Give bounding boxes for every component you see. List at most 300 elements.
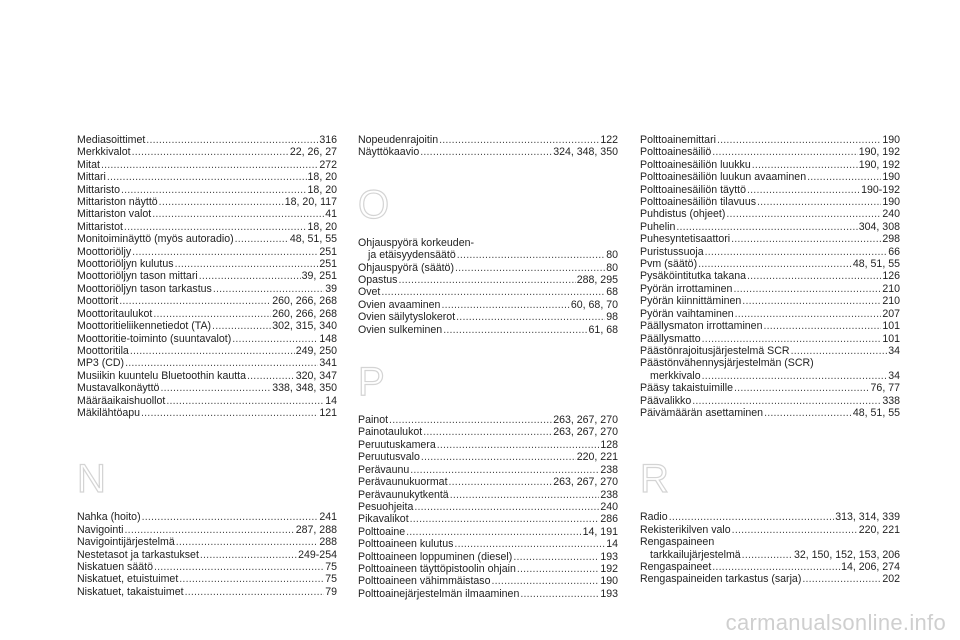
entry-term: Polttoaineen vähimmäistaso <box>358 575 491 588</box>
entry-pages: 75 <box>325 573 337 586</box>
index-list-o <box>358 237 618 336</box>
section-letter-n: N <box>77 457 106 502</box>
entry-term: Niskatuen säätö <box>77 560 153 573</box>
dot-leader <box>410 464 599 476</box>
entry-pages: 41 <box>325 208 337 221</box>
entry-pages: 193 <box>600 550 618 563</box>
entry-term: Nestetasot ja tarkastukset <box>77 548 199 561</box>
entry-pages: 288, 295 <box>576 274 618 287</box>
dot-leader <box>199 270 301 282</box>
entry-pages: 190 <box>882 134 900 146</box>
index-entry <box>358 286 618 298</box>
dot-leader <box>101 159 318 171</box>
entry-pages: 14 <box>325 394 337 407</box>
entry-term: Pesuohjeita <box>358 500 414 513</box>
entry-term: Mittariston näyttö <box>77 196 158 209</box>
index-entry <box>640 536 900 548</box>
index-entry <box>358 588 618 600</box>
dot-leader <box>212 320 271 332</box>
index-entry <box>358 146 618 158</box>
index-entry <box>640 333 900 345</box>
entry-pages: 61, 68 <box>588 323 618 336</box>
entry-term: Moottoritila <box>77 344 129 357</box>
entry-term: Opastus <box>358 274 398 287</box>
dot-leader <box>439 134 599 146</box>
index-entry <box>640 320 900 332</box>
entry-term: Navigointi <box>77 523 124 536</box>
entry-term: Moottoriöljy <box>77 245 132 258</box>
entry-pages: 190 <box>882 171 900 184</box>
entry-pages: 313, 314, 339 <box>835 511 900 524</box>
dot-leader <box>732 524 858 536</box>
entry-pages: 32, 150, 152, 153, 206 <box>793 548 900 561</box>
dot-leader <box>124 221 307 233</box>
index-entry <box>640 171 900 183</box>
section-letter-o: O <box>358 182 390 227</box>
index-entry <box>358 262 618 274</box>
index-entry <box>77 382 337 394</box>
entry-term: Painot <box>358 414 389 427</box>
dot-leader <box>791 345 888 357</box>
entry-term: Painotaulukot <box>358 426 423 439</box>
index-entry <box>77 357 337 369</box>
index-entry <box>77 573 337 585</box>
dot-leader <box>176 536 319 548</box>
entry-term: Musiikin kuuntelu Bluetoothin kautta <box>77 369 247 382</box>
watermark-text: carmanualsonline.info <box>725 610 946 635</box>
index-entry <box>640 573 900 585</box>
entry-pages: 240 <box>882 208 900 221</box>
entry-term: Ovet <box>358 286 381 299</box>
dot-leader <box>381 286 605 298</box>
entry-pages: 18, 20 <box>307 183 337 196</box>
index-entry <box>640 357 900 369</box>
dot-leader <box>764 407 852 419</box>
entry-pages: 148 <box>319 332 337 345</box>
entry-pages: 101 <box>882 332 900 345</box>
entry-term: Perävaunukuormat <box>358 476 448 489</box>
dot-leader <box>179 573 324 585</box>
entry-term: Mittaristo <box>77 183 120 196</box>
entry-term: Perävaunukytkentä <box>358 488 449 501</box>
dot-leader <box>747 270 881 282</box>
dot-leader <box>232 333 318 345</box>
index-entry <box>358 551 618 563</box>
entry-pages: 34 <box>888 369 900 382</box>
entry-pages: 341 <box>319 357 337 370</box>
entry-term: Mittaristot <box>77 220 123 233</box>
dot-leader <box>669 511 835 523</box>
dot-leader <box>153 308 271 320</box>
index-entry <box>358 513 618 525</box>
entry-term: Puhdistus (ohjeet) <box>640 208 726 221</box>
index-entry <box>77 345 337 357</box>
entry-pages: 75 <box>325 560 337 573</box>
index-entry <box>640 549 900 561</box>
entry-term: Moottoritieliikennetiedot (TA) <box>77 320 212 333</box>
dot-leader <box>702 370 888 382</box>
entry-pages: 207 <box>882 307 900 320</box>
index-entry <box>77 146 337 158</box>
entry-pages: 18, 20 <box>307 171 337 184</box>
entry-pages: 66 <box>888 245 900 258</box>
entry-pages: 34 <box>888 344 900 357</box>
index-list-m <box>77 134 337 419</box>
index-entry <box>640 246 900 258</box>
index-entry <box>640 258 900 270</box>
entry-term: Moottoriöljyn tason tarkastus <box>77 282 212 295</box>
entry-term: Moottoritaulukot <box>77 307 153 320</box>
entry-term: Pvm (säätö) <box>640 258 698 271</box>
index-entry <box>640 345 900 357</box>
entry-pages: 238 <box>600 488 618 501</box>
index-entry <box>640 146 900 158</box>
entry-pages: 122 <box>600 134 618 146</box>
index-entry <box>358 249 618 261</box>
dot-leader <box>160 382 271 394</box>
section-letter-p: P <box>358 360 385 405</box>
dot-leader <box>166 395 324 407</box>
entry-pages: 190 <box>600 575 618 588</box>
entry-term: Pääsy takaistuimille <box>640 382 734 395</box>
index-entry <box>77 295 337 307</box>
entry-term: Päävalikko <box>640 394 692 407</box>
entry-term: Polttoaineen täyttöpistoolin ohjain <box>358 562 516 575</box>
index-entry <box>358 439 618 451</box>
index-entry <box>640 382 900 394</box>
entry-term: Näyttökaavio <box>358 146 420 159</box>
entry-pages: 98 <box>606 311 618 324</box>
entry-term: Nopeudenrajoitin <box>358 134 439 146</box>
entry-term: Navigointijärjestelmä <box>77 536 175 549</box>
entry-term: Päällysmatto <box>640 332 701 345</box>
dot-leader <box>757 196 881 208</box>
index-entry <box>77 134 337 146</box>
entry-term: Pyörän irrottaminen <box>640 282 733 295</box>
index-entry <box>640 407 900 419</box>
entry-pages: 190, 192 <box>858 158 900 171</box>
dot-leader <box>146 134 318 146</box>
entry-term: Ohjauspyörä (säätö) <box>358 261 454 274</box>
entry-pages: 128 <box>600 438 618 451</box>
dot-leader <box>421 451 576 463</box>
entry-term: Moottoriöljyn tason mittari <box>77 270 198 283</box>
entry-pages: 251 <box>319 245 337 258</box>
dot-leader <box>735 308 882 320</box>
entry-term: ja etäisyydensäätö <box>368 249 456 262</box>
dot-leader <box>520 588 599 600</box>
entry-pages: 263, 267, 270 <box>553 476 618 489</box>
dot-leader <box>807 171 881 183</box>
dot-leader <box>726 208 881 220</box>
dot-leader <box>742 295 881 307</box>
index-entry <box>77 196 337 208</box>
entry-pages: 288 <box>319 536 337 549</box>
entry-term: Mittari <box>77 171 106 184</box>
index-entry <box>77 308 337 320</box>
index-entry <box>358 538 618 550</box>
entry-pages: 190-192 <box>861 183 900 196</box>
entry-pages: 18, 20, 117 <box>284 196 337 209</box>
index-entry <box>77 270 337 282</box>
entry-term: Moottorit <box>77 295 119 308</box>
index-entry <box>77 221 337 233</box>
index-entry <box>77 208 337 220</box>
entry-term: Polttoainemittari <box>640 134 716 146</box>
entry-pages: 193 <box>600 587 618 600</box>
index-entry <box>640 208 900 220</box>
index-entry <box>77 320 337 332</box>
entry-term: Mitat <box>77 158 100 171</box>
index-entry <box>358 414 618 426</box>
entry-pages: 192 <box>600 562 618 575</box>
entry-term: Pysäköintitutka takana <box>640 270 746 283</box>
index-entry <box>640 561 900 573</box>
dot-leader <box>733 283 881 295</box>
entry-term: Ohjauspyörä korkeuden- <box>358 236 475 249</box>
entry-term: merkkivalo <box>650 369 701 382</box>
dot-leader <box>712 146 857 158</box>
index-entry <box>640 184 900 196</box>
entry-pages: 238 <box>600 463 618 476</box>
index-entry <box>358 324 618 336</box>
index-entry <box>77 159 337 171</box>
index-entry <box>640 524 900 536</box>
entry-pages: 22, 26, 27 <box>289 146 337 159</box>
dot-leader <box>235 233 289 245</box>
section-letter-r: R <box>640 457 669 502</box>
index-entry <box>77 370 337 382</box>
dot-leader <box>119 295 271 307</box>
index-entry <box>640 370 900 382</box>
dot-leader <box>449 476 553 488</box>
entry-pages: 302, 315, 340 <box>272 320 337 333</box>
index-entry <box>77 333 337 345</box>
dot-leader <box>734 382 870 394</box>
entry-pages: 79 <box>325 585 337 598</box>
entry-pages: 48, 51, 55 <box>289 233 337 246</box>
dot-leader <box>742 549 793 561</box>
entry-pages: 80 <box>606 261 618 274</box>
index-entry <box>77 407 337 419</box>
entry-term: Päästönvähennysjärjestelmän (SCR) <box>640 357 814 370</box>
entry-term: Moottoriöljyn kulutus <box>77 258 174 271</box>
entry-term: Rengaspaineet <box>640 560 712 573</box>
entry-pages: 260, 266, 268 <box>272 295 337 308</box>
dot-leader <box>410 513 600 525</box>
dot-leader <box>456 311 605 323</box>
index-entry <box>77 536 337 548</box>
dot-leader <box>213 283 324 295</box>
entry-term: Polttoainesäiliön tilavuus <box>640 196 757 209</box>
index-entry <box>77 524 337 536</box>
entry-pages: 260, 266, 268 <box>272 307 337 320</box>
entry-pages: 286 <box>600 513 618 526</box>
index-entry <box>77 586 337 598</box>
entry-pages: 220, 221 <box>858 523 900 536</box>
dot-leader <box>414 501 599 513</box>
entry-term: Rengaspaineen <box>640 536 715 549</box>
entry-term: Niskatuet, takaistuimet <box>77 585 184 598</box>
index-entry <box>77 549 337 561</box>
entry-term: Mediasoittimet <box>77 134 146 146</box>
entry-term: Ovien sulkeminen <box>358 323 443 336</box>
dot-leader <box>130 345 295 357</box>
index-list-p <box>358 414 618 600</box>
entry-term: Perävaunu <box>358 463 410 476</box>
entry-pages: 249, 250 <box>295 344 337 357</box>
dot-leader <box>132 146 289 158</box>
index-entry <box>358 237 618 249</box>
entry-term: Polttoaineen loppuminen (diesel) <box>358 550 513 563</box>
index-column-1 <box>77 134 337 598</box>
index-entry <box>358 311 618 323</box>
dot-leader <box>747 184 860 196</box>
dot-leader <box>492 575 600 587</box>
dot-leader <box>698 258 852 270</box>
entry-pages: 39, 251 <box>301 270 337 283</box>
index-entry <box>358 451 618 463</box>
dot-leader <box>692 395 881 407</box>
entry-pages: 324, 348, 350 <box>553 146 618 159</box>
entry-pages: 251 <box>319 258 337 271</box>
entry-pages: 287, 288 <box>295 523 337 536</box>
index-entry <box>77 184 337 196</box>
entry-pages: 210 <box>882 282 900 295</box>
dot-leader <box>200 549 297 561</box>
dot-leader <box>423 426 552 438</box>
dot-leader <box>455 262 605 274</box>
entry-term: Puhesyntetisaattori <box>640 233 731 246</box>
entry-term: Pikavalikot <box>358 513 409 526</box>
index-entry <box>77 395 337 407</box>
dot-leader <box>702 333 882 345</box>
index-entry <box>358 489 618 501</box>
dot-leader <box>712 561 840 573</box>
dot-leader <box>154 561 324 573</box>
entry-pages: 240 <box>600 500 618 513</box>
entry-pages: 39 <box>325 282 337 295</box>
dot-leader <box>513 551 599 563</box>
entry-pages: 14 <box>606 538 618 551</box>
entry-term: Polttoainesäiliö <box>640 146 712 159</box>
dot-leader <box>406 526 582 538</box>
dot-leader <box>389 414 552 426</box>
index-list-r <box>640 511 900 585</box>
entry-term: Polttoainejärjestelmän ilmaaminen <box>358 587 520 600</box>
index-entry <box>640 221 900 233</box>
dot-leader <box>142 511 319 523</box>
entry-pages: 298 <box>882 233 900 246</box>
entry-term: Puhelin <box>640 220 676 233</box>
entry-term: Moottoritie-toiminto (suuntavalot) <box>77 332 232 345</box>
entry-term: Pyörän vaihtaminen <box>640 307 734 320</box>
entry-term: Polttoainesäiliön luukun avaaminen <box>640 171 807 184</box>
index-entry <box>640 159 900 171</box>
entry-term: tarkkailujärjestelmä <box>650 548 741 561</box>
dot-leader <box>752 159 858 171</box>
entry-term: Mustavalkonäyttö <box>77 382 160 395</box>
entry-term: Nahka (hoito) <box>77 511 141 524</box>
entry-pages: 202 <box>882 573 900 586</box>
index-entry <box>640 233 900 245</box>
entry-pages: 263, 267, 270 <box>553 426 618 439</box>
entry-term: MP3 (CD) <box>77 357 125 370</box>
dot-leader <box>517 563 599 575</box>
dot-leader <box>454 538 605 550</box>
index-entry <box>358 575 618 587</box>
index-entry <box>358 563 618 575</box>
entry-pages: 14, 206, 274 <box>841 560 900 573</box>
entry-pages: 60, 68, 70 <box>570 298 618 311</box>
index-entry <box>77 283 337 295</box>
index-entry <box>358 134 618 146</box>
entry-pages: 76, 77 <box>870 382 900 395</box>
entry-term: Polttoainesäiliön luukku <box>640 158 751 171</box>
dot-leader <box>152 208 324 220</box>
index-entry <box>77 258 337 270</box>
entry-term: Polttoainesäiliön täyttö <box>640 183 747 196</box>
dot-leader <box>125 357 318 369</box>
index-entry <box>640 308 900 320</box>
index-entry <box>640 283 900 295</box>
dot-leader <box>441 299 569 311</box>
entry-term: Pyörän kiinnittäminen <box>640 295 742 308</box>
dot-leader <box>132 246 318 258</box>
entry-pages: 263, 267, 270 <box>553 414 618 427</box>
dot-leader <box>717 134 881 146</box>
entry-term: Määräaikaishuollot <box>77 394 166 407</box>
index-entry <box>358 526 618 538</box>
entry-term: Rengaspaineiden tarkastus (sarja) <box>640 573 802 586</box>
entry-pages: 190 <box>882 196 900 209</box>
index-entry <box>358 299 618 311</box>
entry-pages: 14, 191 <box>582 525 618 538</box>
index-entry <box>77 246 337 258</box>
entry-term: Päällysmaton irrottaminen <box>640 320 763 333</box>
entry-term: Merkkivalot <box>77 146 131 159</box>
index-entry <box>640 134 900 146</box>
index-entry <box>640 295 900 307</box>
index-entry <box>77 171 337 183</box>
dot-leader <box>763 320 881 332</box>
entry-term: Mäkilähtöapu <box>77 406 141 419</box>
index-list-n-cont <box>358 134 618 159</box>
index-column-2 <box>358 134 618 600</box>
dot-leader <box>175 258 319 270</box>
entry-term: Mittariston valot <box>77 208 152 221</box>
entry-term: Polttoaine <box>358 525 406 538</box>
entry-pages: 126 <box>882 270 900 283</box>
index-entry <box>77 233 337 245</box>
entry-term: Peruutuskamera <box>358 438 436 451</box>
dot-leader <box>398 274 575 286</box>
entry-pages: 18, 20 <box>307 220 337 233</box>
entry-term: Ovien avaaminen <box>358 298 441 311</box>
dot-leader <box>159 196 284 208</box>
entry-term: Päivämäärän asettaminen <box>640 406 764 419</box>
entry-pages: 338 <box>882 394 900 407</box>
index-entry <box>640 395 900 407</box>
entry-pages: 121 <box>319 406 337 419</box>
entry-term: Polttoaineen kulutus <box>358 538 454 551</box>
entry-pages: 338, 348, 350 <box>272 382 337 395</box>
dot-leader <box>457 249 605 261</box>
dot-leader <box>107 171 307 183</box>
dot-leader <box>125 524 295 536</box>
dot-leader <box>185 586 325 598</box>
entry-term: Päästönrajoitusjärjestelmä SCR <box>640 344 790 357</box>
